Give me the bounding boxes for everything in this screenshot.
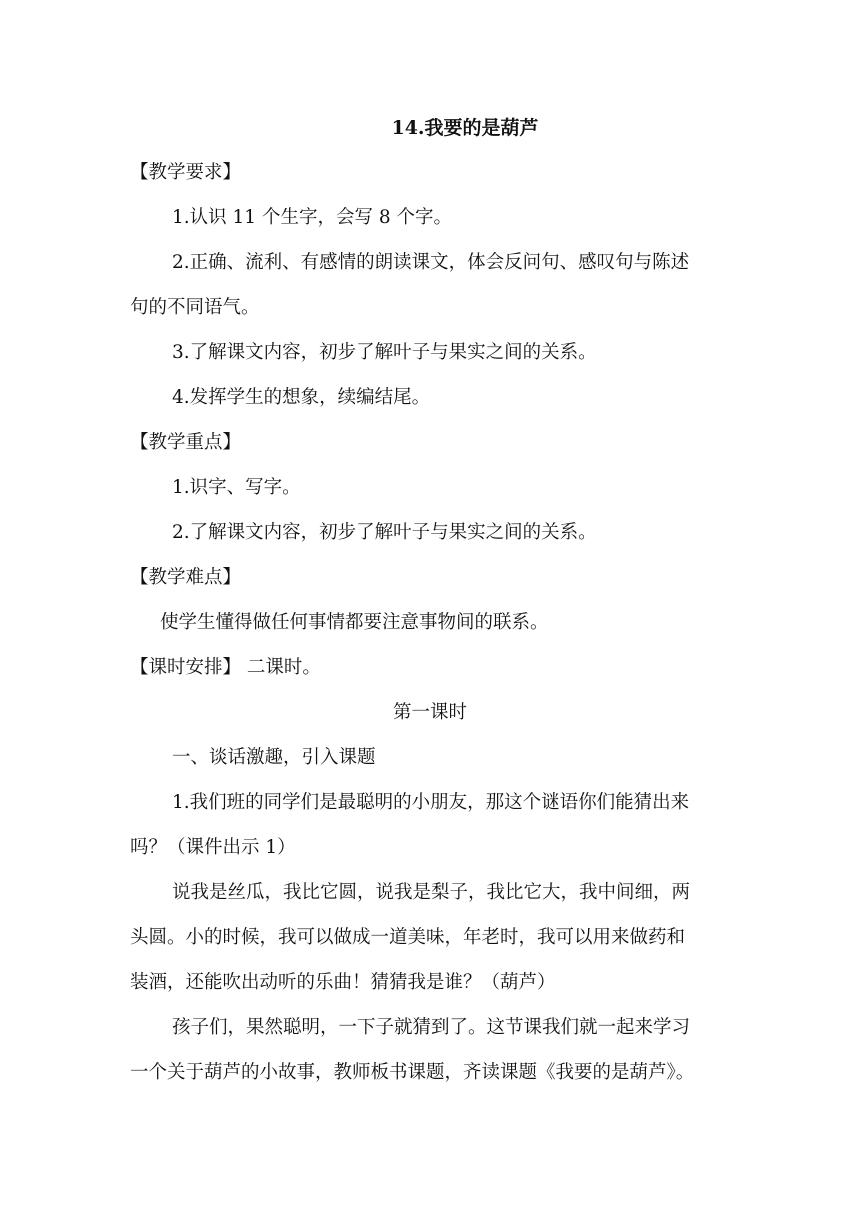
key-point-item-1: 1.识字、写字。 xyxy=(172,477,301,498)
riddle-paragraph-line-3: 装酒，还能吹出动听的乐曲！猜猜我是谁？（葫芦） xyxy=(130,972,556,993)
riddle-paragraph: 说我是丝瓜，我比它圆，说我是梨子，我比它大，我中间细，两 xyxy=(172,882,691,903)
lesson-paragraph-1: 1.我们班的同学们是最聪明的小朋友，那这个谜语你们能猜出来 xyxy=(172,792,690,813)
requirement-item-1: 1.认识 11 个生字，会写 8 个字。 xyxy=(172,207,452,228)
requirements-heading: 【教学要求】 xyxy=(130,162,242,183)
closing-paragraph-line-2: 一个关于葫芦的小故事，教师板书课题，齐读课题《我要的是葫芦》。 xyxy=(130,1062,695,1083)
requirement-item-2: 2.正确、流利、有感情的朗读课文，体会反问句、感叹句与陈述 xyxy=(172,252,690,273)
difficulties-heading: 【教学难点】 xyxy=(130,567,242,588)
lesson-section-intro: 一、谈话激趣，引入课题 xyxy=(172,747,376,768)
riddle-paragraph-line-2: 头圆。小的时候，我可以做成一道美味，年老时，我可以用来做药和 xyxy=(130,927,686,948)
page-title: 14.我要的是葫芦 xyxy=(391,117,539,139)
requirement-item-4: 4.发挥学生的想象，续编结尾。 xyxy=(172,387,431,408)
difficulty-item-1: 使学生懂得做任何事情都要注意事物间的联系。 xyxy=(160,612,549,633)
lesson-paragraph-1-continued: 吗？（课件出示 1） xyxy=(130,837,296,858)
closing-paragraph: 孩子们，果然聪明，一下子就猜到了。这节课我们就一起来学习 xyxy=(172,1017,691,1038)
key-point-item-2: 2.了解课文内容，初步了解叶子与果实之间的关系。 xyxy=(172,522,597,543)
key-points-heading: 【教学重点】 xyxy=(130,432,242,453)
schedule-line: 【课时安排】 二课时。 xyxy=(130,657,321,678)
lesson-heading: 第一课时 xyxy=(392,702,467,723)
requirement-item-3: 3.了解课文内容，初步了解叶子与果实之间的关系。 xyxy=(172,342,597,363)
requirement-item-2-continued: 句的不同语气。 xyxy=(130,297,260,318)
